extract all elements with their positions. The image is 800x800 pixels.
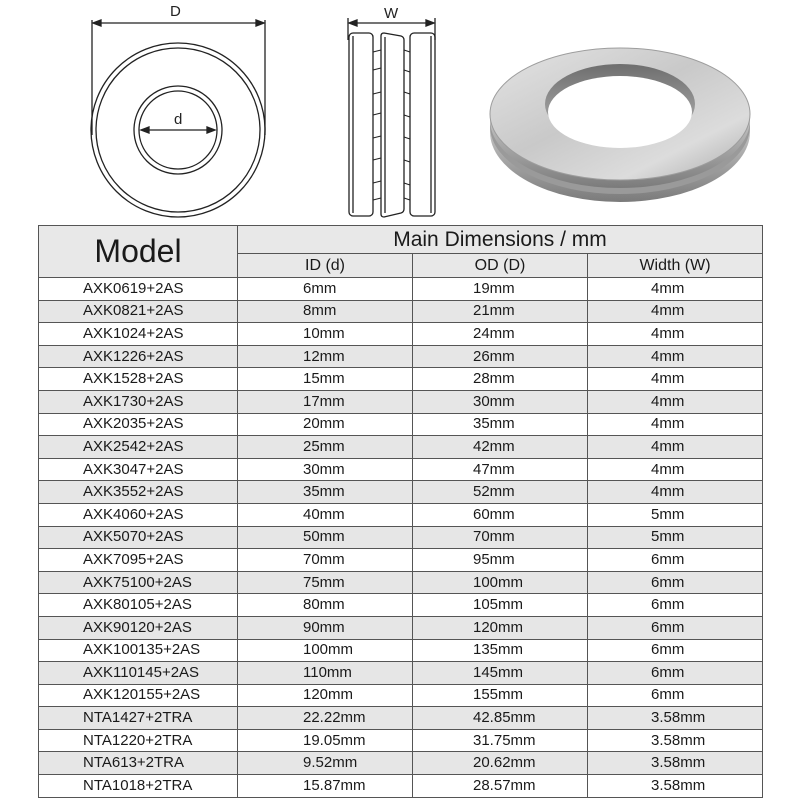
od-cell: 95mm	[413, 549, 588, 572]
od-cell: 21mm	[413, 300, 588, 323]
od-cell: 42mm	[413, 436, 588, 459]
od-cell: 35mm	[413, 413, 588, 436]
od-cell: 105mm	[413, 594, 588, 617]
width-cell: 4mm	[588, 413, 763, 436]
model-header: Model	[39, 226, 238, 278]
model-cell: AXK120155+2AS	[39, 684, 238, 707]
width-cell: 4mm	[588, 300, 763, 323]
id-cell: 12mm	[238, 345, 413, 368]
model-cell: AXK3552+2AS	[39, 481, 238, 504]
model-cell: AXK0821+2AS	[39, 300, 238, 323]
width-cell: 3.58mm	[588, 707, 763, 730]
od-cell: 19mm	[413, 278, 588, 301]
table-row	[39, 594, 763, 617]
model-cell: AXK4060+2AS	[39, 503, 238, 526]
model-cell: AXK110145+2AS	[39, 662, 238, 685]
bearing-photo	[470, 30, 770, 210]
od-cell: 31.75mm	[413, 729, 588, 752]
spec-table	[38, 225, 763, 798]
width-cell: 4mm	[588, 458, 763, 481]
od-cell: 155mm	[413, 684, 588, 707]
od-cell: 120mm	[413, 616, 588, 639]
od-cell: 26mm	[413, 345, 588, 368]
table-row	[39, 639, 763, 662]
model-cell: AXK3047+2AS	[39, 458, 238, 481]
model-cell: AXK1730+2AS	[39, 390, 238, 413]
width-cell: 6mm	[588, 594, 763, 617]
model-cell: AXK2542+2AS	[39, 436, 238, 459]
width-cell: 4mm	[588, 278, 763, 301]
table-row	[39, 549, 763, 572]
width-cell: 4mm	[588, 368, 763, 391]
model-cell: NTA1427+2TRA	[39, 707, 238, 730]
id-cell: 15mm	[238, 368, 413, 391]
od-cell: 42.85mm	[413, 707, 588, 730]
id-cell: 50mm	[238, 526, 413, 549]
table-row	[39, 729, 763, 752]
table-row	[39, 345, 763, 368]
width-cell: 4mm	[588, 436, 763, 459]
table-row	[39, 662, 763, 685]
od-cell: 135mm	[413, 639, 588, 662]
width-cell: 4mm	[588, 345, 763, 368]
table-row	[39, 707, 763, 730]
model-cell: AXK75100+2AS	[39, 571, 238, 594]
width-label: W	[384, 5, 399, 22]
model-cell: AXK5070+2AS	[39, 526, 238, 549]
od-cell: 28.57mm	[413, 775, 588, 798]
od-cell: 145mm	[413, 662, 588, 685]
table-row	[39, 300, 763, 323]
id-cell: 75mm	[238, 571, 413, 594]
width-cell: 3.58mm	[588, 729, 763, 752]
table-row	[39, 526, 763, 549]
id-cell: 25mm	[238, 436, 413, 459]
id-cell: 100mm	[238, 639, 413, 662]
table-row	[39, 481, 763, 504]
table-row	[39, 323, 763, 346]
table-row	[39, 571, 763, 594]
od-cell: 70mm	[413, 526, 588, 549]
od-cell: 100mm	[413, 571, 588, 594]
od-cell: 20.62mm	[413, 752, 588, 775]
id-cell: 35mm	[238, 481, 413, 504]
width-cell: 4mm	[588, 390, 763, 413]
table-row	[39, 436, 763, 459]
id-cell: 30mm	[238, 458, 413, 481]
id-cell: 9.52mm	[238, 752, 413, 775]
width-cell: 3.58mm	[588, 752, 763, 775]
id-cell: 70mm	[238, 549, 413, 572]
table-row	[39, 752, 763, 775]
id-cell: 40mm	[238, 503, 413, 526]
width-cell: 6mm	[588, 684, 763, 707]
bearing-diagrams	[0, 0, 460, 222]
width-cell: 6mm	[588, 639, 763, 662]
model-cell: NTA613+2TRA	[39, 752, 238, 775]
id-column-header: ID (d)	[238, 254, 413, 278]
table-row	[39, 390, 763, 413]
table-row	[39, 413, 763, 436]
id-cell: 90mm	[238, 616, 413, 639]
table-row	[39, 684, 763, 707]
model-cell: AXK2035+2AS	[39, 413, 238, 436]
width-cell: 5mm	[588, 526, 763, 549]
width-column-header: Width (W)	[588, 254, 763, 278]
id-cell: 120mm	[238, 684, 413, 707]
table-row	[39, 278, 763, 301]
spec-table-body	[39, 278, 763, 798]
model-cell: AXK100135+2AS	[39, 639, 238, 662]
od-cell: 52mm	[413, 481, 588, 504]
od-cell: 47mm	[413, 458, 588, 481]
model-cell: AXK80105+2AS	[39, 594, 238, 617]
width-cell: 4mm	[588, 481, 763, 504]
width-cell: 5mm	[588, 503, 763, 526]
model-cell: NTA1018+2TRA	[39, 775, 238, 798]
od-cell: 60mm	[413, 503, 588, 526]
model-cell: AXK1024+2AS	[39, 323, 238, 346]
id-cell: 8mm	[238, 300, 413, 323]
id-cell: 110mm	[238, 662, 413, 685]
width-cell: 6mm	[588, 662, 763, 685]
dimensions-group-header: Main Dimensions / mm	[238, 226, 763, 254]
id-cell: 20mm	[238, 413, 413, 436]
model-cell: NTA1220+2TRA	[39, 729, 238, 752]
od-cell: 24mm	[413, 323, 588, 346]
od-cell: 30mm	[413, 390, 588, 413]
width-cell: 4mm	[588, 323, 763, 346]
id-cell: 17mm	[238, 390, 413, 413]
model-cell: AXK1528+2AS	[39, 368, 238, 391]
model-cell: AXK7095+2AS	[39, 549, 238, 572]
id-cell: 6mm	[238, 278, 413, 301]
table-row	[39, 616, 763, 639]
table-row	[39, 458, 763, 481]
table-row	[39, 503, 763, 526]
id-cell: 80mm	[238, 594, 413, 617]
side-view-drawing	[348, 18, 435, 217]
width-cell: 3.58mm	[588, 775, 763, 798]
id-cell: 10mm	[238, 323, 413, 346]
width-cell: 6mm	[588, 549, 763, 572]
id-cell: 15.87mm	[238, 775, 413, 798]
width-cell: 6mm	[588, 571, 763, 594]
model-cell: AXK90120+2AS	[39, 616, 238, 639]
table-row	[39, 775, 763, 798]
outer-diameter-label: D	[170, 3, 181, 20]
width-cell: 6mm	[588, 616, 763, 639]
model-cell: AXK0619+2AS	[39, 278, 238, 301]
id-cell: 19.05mm	[238, 729, 413, 752]
table-row	[39, 368, 763, 391]
model-cell: AXK1226+2AS	[39, 345, 238, 368]
od-column-header: OD (D)	[413, 254, 588, 278]
inner-diameter-label: d	[174, 111, 183, 128]
id-cell: 22.22mm	[238, 707, 413, 730]
od-cell: 28mm	[413, 368, 588, 391]
